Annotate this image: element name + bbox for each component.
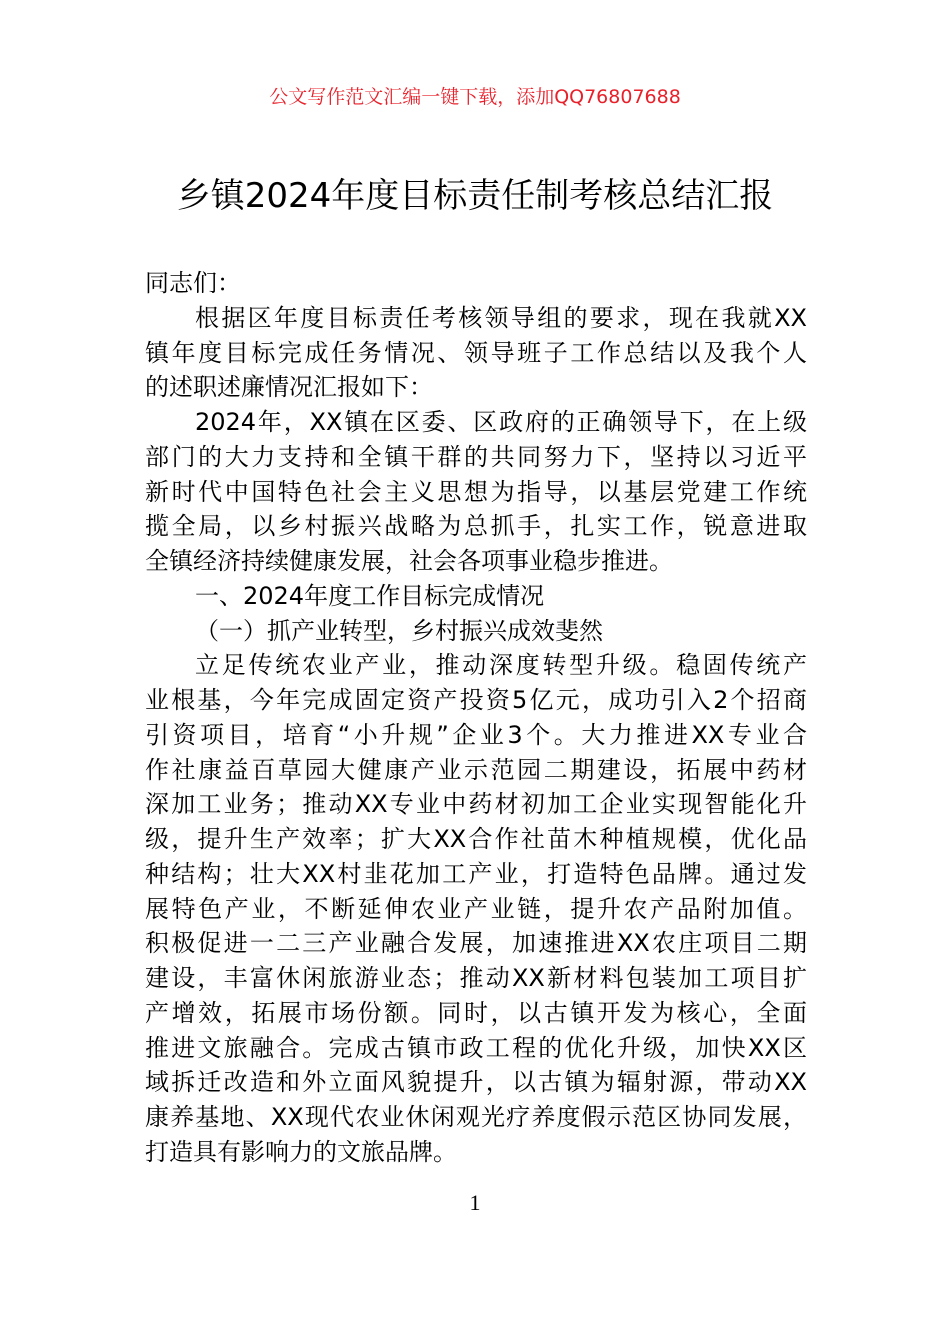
- paragraph-line: 全镇经济持续健康发展，社会各项事业稳步推进。: [145, 547, 673, 575]
- paragraph-line: 部门的大力支持和全镇干群的共同努力下，坚持以习近平: [145, 442, 807, 471]
- paragraph-line: 镇年度目标完成任务情况、领导班子工作总结以及我个人: [145, 338, 807, 367]
- paragraph-line: 域拆迁改造和外立面风貌提升，以古镇为辐射源，带动XX: [145, 1068, 807, 1097]
- paragraph-line: 产增效，拓展市场份额。同时，以古镇开发为核心，全面: [145, 998, 807, 1027]
- paragraph-line: 揽全局，以乡村振兴战略为总抓手，扎实工作，锐意进取: [145, 512, 807, 541]
- document-title: 乡镇2024年度目标责任制考核总结汇报: [176, 176, 774, 216]
- paragraph-line: 康养基地、XX现代农业休闲观光疗养度假示范区协同发展，: [145, 1103, 807, 1131]
- paragraph-line: 的述职述廉情况汇报如下：: [145, 373, 433, 402]
- document-body: [145, 266, 807, 1170]
- paragraph-line: 打造具有影响力的文旅品牌。: [145, 1137, 457, 1166]
- paragraph-line: 级，提升生产效率；扩大XX合作社苗木种植规模，优化品: [145, 825, 807, 853]
- paragraph-line: 业根基，今年完成固定资产投资5亿元，成功引入2个招商: [145, 686, 807, 714]
- paragraph-line: 立足传统农业产业，推动深度转型升级。稳固传统产: [195, 651, 807, 680]
- paragraph-line: 根据区年度目标责任考核领导组的要求，现在我就XX: [195, 303, 807, 332]
- paragraph-line: 深加工业务；推动XX专业中药材初加工企业实现智能化升: [145, 790, 807, 819]
- paragraph-line: 作社康益百草园大健康产业示范园二期建设，拓展中药材: [145, 755, 807, 784]
- paragraph-line: 新时代中国特色社会主义思想为指导，以基层党建工作统: [145, 477, 807, 506]
- watermark-banner: 公文写作范文汇编一键下载，添加QQ76807688: [269, 86, 681, 108]
- paragraph-line: 引资项目，培育“小升规”企业3个。大力推进XX专业合: [145, 720, 807, 749]
- paragraph-line: 展特色产业，不断延伸农业产业链，提升农产品附加值。: [145, 894, 807, 923]
- paragraph-line: 同志们：: [145, 269, 241, 297]
- paragraph-line: （一）抓产业转型，乡村振兴成效斐然: [195, 616, 603, 645]
- paragraph-line: 种结构；壮大XX村韭花加工产业，打造特色品牌。通过发: [145, 859, 807, 888]
- paragraph-line: 2024年，XX镇在区委、区政府的正确领导下，在上级: [195, 408, 807, 436]
- page-number: 1: [469, 1190, 481, 1215]
- paragraph-line: 积极促进一二三产业融合发展，加速推进XX农庄项目二期: [145, 929, 807, 958]
- paragraph-line: 推进文旅融合。完成古镇市政工程的优化升级，加快XX区: [145, 1033, 807, 1062]
- paragraph-line: 一、2024年度工作目标完成情况: [195, 581, 545, 610]
- paragraph-line: 建设，丰富休闲旅游业态；推动XX新材料包装加工项目扩: [145, 964, 807, 992]
